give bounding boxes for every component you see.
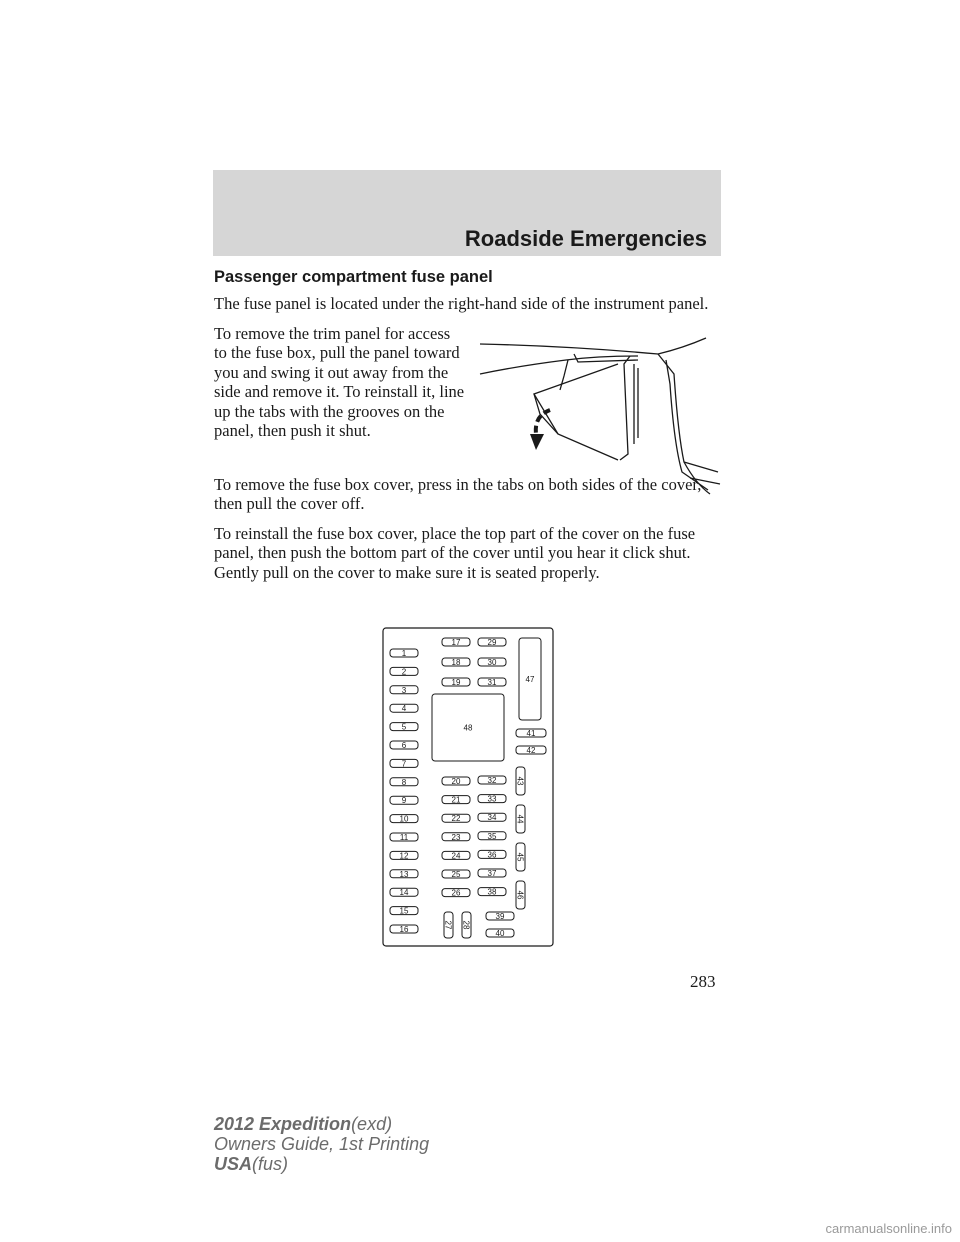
fuse-7-label: 7 (401, 759, 407, 769)
fuse-20-label: 20 (451, 777, 461, 786)
fuse-35-label: 35 (487, 831, 497, 841)
fuse-1-label: 1 (401, 649, 407, 658)
fuse-37-label: 37 (487, 869, 497, 878)
fuse-5-label: 5 (401, 722, 407, 732)
fuse-4-label: 4 (401, 704, 407, 714)
fuse-31-label: 31 (487, 678, 497, 687)
page-number: 283 (690, 972, 716, 991)
fuse-29-label: 29 (487, 638, 497, 647)
watermark: carmanualsonline.info (825, 1221, 952, 1236)
fuse-26-label: 26 (451, 888, 461, 898)
fuse-14-label: 14 (399, 888, 409, 898)
fuse-panel-diagram (382, 627, 554, 947)
fuse-15-label: 15 (399, 906, 409, 916)
fuse-28-label: 28 (461, 920, 471, 930)
fuse-30-label: 30 (487, 658, 497, 667)
paragraph-trim-panel: To remove the trim panel for access to the fuse box, pull the panel toward you and swing it out away from the side and remove it. To reinstall it, line up the tabs with the grooves on the panel, then push it shut. (214, 323, 465, 440)
fuse-39-label: 39 (495, 912, 505, 921)
fuse-3-label: 3 (401, 685, 407, 695)
fuse-18-label: 18 (451, 658, 461, 667)
fuse-44-label: 44 (515, 814, 525, 824)
fuse-40-label: 40 (495, 929, 505, 938)
fuse-45-label: 45 (515, 852, 525, 862)
fuse-13-label: 13 (399, 869, 409, 879)
footer-line-2: Owners Guide, 1st Printing (214, 1134, 430, 1154)
fuse-12-label: 12 (399, 851, 409, 861)
relay-47-label: 47 (525, 675, 535, 684)
fuse-36-label: 36 (487, 850, 497, 860)
section-header-band (213, 170, 721, 256)
fuse-34-label: 34 (487, 813, 497, 823)
fuse-10-label: 10 (399, 814, 409, 824)
paragraph-location: The fuse panel is located under the right-hand side of the instrument panel. (214, 294, 709, 313)
fuse-22-label: 22 (451, 814, 461, 824)
section-title: Roadside Emergencies (464, 226, 707, 251)
fuse-24-label: 24 (451, 851, 461, 861)
fuse-21-label: 21 (451, 795, 461, 805)
fuse-9-label: 9 (401, 796, 407, 806)
fuse-43-label: 43 (515, 776, 525, 786)
fuse-17-label: 17 (451, 638, 461, 647)
document-footer (214, 1114, 429, 1174)
footer-line-1: 2012 Expedition(exd) (214, 1114, 393, 1134)
fuse-16-label: 16 (399, 925, 409, 934)
fuse-23-label: 23 (451, 832, 461, 842)
fuse-27-label: 27 (443, 920, 453, 930)
fuse-38-label: 38 (487, 887, 497, 897)
fuse-11-label: 11 (399, 833, 409, 842)
fuse-41-label: 41 (526, 729, 536, 738)
fuse-46-label: 46 (515, 890, 525, 900)
fuse-19-label: 19 (451, 678, 461, 687)
fuse-42-label: 42 (526, 746, 536, 755)
fuse-33-label: 33 (487, 794, 497, 804)
relay-48-label: 48 (463, 723, 473, 733)
fuse-6-label: 6 (401, 741, 407, 750)
section-heading: Passenger compartment fuse panel (214, 268, 493, 286)
trim-panel-illustration (478, 334, 722, 502)
paragraph-reinstall-cover: To reinstall the fuse box cover, place the top part of the cover on the fuse panel, then push the bottom part of the cover until you hear it click shut. Gently pull on the cover to make sure it is seated properly. (214, 523, 696, 582)
paragraph-remove-cover: To remove the fuse box cover, press in the tabs on both sides of the cover, then pull the cover off. (214, 474, 702, 513)
fuse-8-label: 8 (401, 777, 407, 787)
fuse-32-label: 32 (487, 776, 497, 785)
fuse-25-label: 25 (451, 870, 461, 879)
footer-line-3: USA(fus) (214, 1154, 289, 1174)
fuse-2-label: 2 (401, 667, 407, 677)
